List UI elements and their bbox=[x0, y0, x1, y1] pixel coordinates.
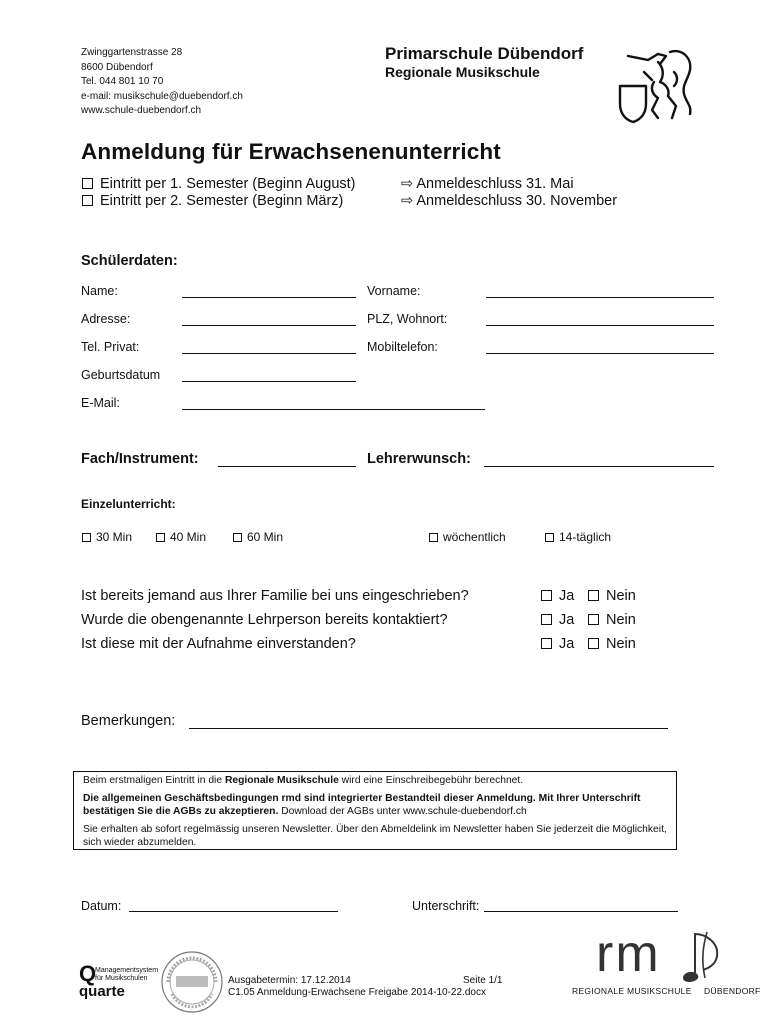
lehrer-field[interactable] bbox=[484, 466, 714, 467]
name-field[interactable] bbox=[182, 297, 356, 298]
lion-coat-of-arms-icon bbox=[614, 42, 698, 126]
address-web: www.schule-duebendorf.ch bbox=[81, 105, 202, 116]
vorname-field[interactable] bbox=[486, 297, 714, 298]
question-1-no[interactable] bbox=[588, 588, 636, 604]
entry-option-1[interactable] bbox=[82, 176, 356, 192]
option-60-checkbox[interactable] bbox=[233, 533, 242, 542]
question-3-no-label: Nein bbox=[606, 636, 636, 652]
question-2-no-checkbox[interactable] bbox=[588, 614, 599, 625]
mobil-field[interactable] bbox=[486, 353, 714, 354]
quarte-q-mark: Q bbox=[79, 961, 97, 986]
mobil-label: Mobiltelefon: bbox=[367, 340, 438, 354]
question-2-yes-label: Ja bbox=[559, 612, 575, 628]
option-biweekly[interactable] bbox=[545, 530, 611, 544]
entry-deadline-1 bbox=[401, 176, 574, 192]
address-phone: Tel. 044 801 10 70 bbox=[81, 76, 164, 87]
signature-field[interactable] bbox=[484, 911, 678, 912]
question-2-no-label: Nein bbox=[606, 612, 636, 628]
question-1-yes[interactable] bbox=[541, 588, 574, 604]
quarte-wordmark: quarte bbox=[79, 983, 125, 1000]
school-subname: Regionale Musikschule bbox=[385, 64, 540, 80]
entry-deadline-2-label: Anmeldeschluss 30. November bbox=[416, 193, 618, 209]
rmd-caption-left: REGIONALE MUSIKSCHULE bbox=[572, 986, 692, 996]
email-label: E-Mail: bbox=[81, 396, 120, 410]
entry-option-1-checkbox[interactable] bbox=[82, 178, 93, 189]
option-biweekly-checkbox[interactable] bbox=[545, 533, 554, 542]
page-title: Anmeldung für Erwachsenenunterricht bbox=[81, 139, 501, 164]
option-biweekly-label: 14-täglich bbox=[559, 530, 612, 544]
question-3-no-checkbox[interactable] bbox=[588, 638, 599, 649]
question-3-no[interactable] bbox=[588, 636, 636, 652]
instrument-field[interactable] bbox=[218, 466, 356, 467]
option-weekly[interactable] bbox=[429, 530, 506, 544]
plz-label: PLZ, Wohnort: bbox=[367, 312, 448, 326]
option-40-checkbox[interactable] bbox=[156, 533, 165, 542]
arrow-right-icon: ⇨ bbox=[401, 176, 417, 192]
question-3: Ist diese mit der Aufnahme einverstanden? bbox=[81, 636, 356, 652]
footer-issue-date: Ausgabetermin: 17.12.2014 bbox=[228, 975, 351, 986]
rmd-caption-right: DÜBENDORF bbox=[704, 986, 761, 996]
name-label: Name: bbox=[81, 284, 118, 298]
option-60-label: 60 Min bbox=[247, 530, 284, 544]
question-2-no[interactable] bbox=[588, 612, 636, 628]
address-city: 8600 Dübendorf bbox=[81, 61, 153, 73]
entry-deadline-2 bbox=[401, 193, 617, 209]
arrow-right-icon: ⇨ bbox=[401, 193, 417, 209]
question-1-yes-label: Ja bbox=[559, 588, 575, 604]
address-street: Zwinggartenstrasse 28 bbox=[81, 47, 183, 58]
question-3-yes[interactable] bbox=[541, 636, 574, 652]
footer-page: Seite 1/1 bbox=[463, 975, 503, 986]
plz-field[interactable] bbox=[486, 325, 714, 326]
lehrer-label: Lehrerwunsch: bbox=[367, 451, 471, 467]
entry-option-2-label: Eintritt per 2. Semester (Beginn März) bbox=[100, 193, 344, 209]
question-2-yes-checkbox[interactable] bbox=[541, 614, 552, 625]
tel-field[interactable] bbox=[182, 353, 356, 354]
entry-option-2-checkbox[interactable] bbox=[82, 195, 93, 206]
entry-option-2[interactable] bbox=[82, 193, 343, 209]
adresse-label: Adresse: bbox=[81, 312, 131, 326]
address-email: e-mail: musikschule@duebendorf.ch bbox=[81, 90, 243, 102]
vorname-label: Vorname: bbox=[367, 284, 421, 298]
question-1: Ist bereits jemand aus Ihrer Familie bei uns eingeschrieben? bbox=[81, 588, 469, 604]
student-data-heading: Schülerdaten: bbox=[81, 253, 178, 269]
einzel-heading: Einzelunterricht: bbox=[81, 497, 176, 511]
school-address bbox=[81, 46, 243, 119]
rmd-logo bbox=[572, 925, 761, 1008]
entry-deadline-1-label: Anmeldeschluss 31. Mai bbox=[416, 176, 574, 192]
question-3-yes-checkbox[interactable] bbox=[541, 638, 552, 649]
option-40-label: 40 Min bbox=[170, 530, 207, 544]
instrument-label: Fach/Instrument: bbox=[81, 451, 199, 467]
entry-option-1-label: Eintritt per 1. Semester (Beginn August) bbox=[100, 176, 356, 192]
option-60-min[interactable] bbox=[233, 530, 283, 544]
question-3-yes-label: Ja bbox=[559, 636, 575, 652]
remarks-label: Bemerkungen: bbox=[81, 713, 176, 729]
question-1-no-label: Nein bbox=[606, 588, 636, 604]
certification-seal-icon bbox=[160, 950, 224, 1014]
notice-fee: Beim erstmaligen Eintritt in die Regionale Musikschule wird eine Einschreibegebühr berechnet. bbox=[83, 775, 524, 786]
question-1-no-checkbox[interactable] bbox=[588, 590, 599, 601]
quarte-line1: Managementsystem bbox=[95, 967, 159, 974]
signature-label: Unterschrift: bbox=[412, 899, 480, 913]
footer-filename: C1.05 Anmeldung-Erwachsene Freigabe 2014-10-22.docx bbox=[228, 987, 486, 998]
rmd-wordmark: rm bbox=[596, 925, 661, 983]
notice-agb: Die allgemeinen Geschäftsbedingungen rmd sind integrierter Bestandteil dieser Anmeldung. Mit Ihrer Unterschrift bestätigen Sie die AGBs zu akzeptieren. Download der AGBs unter www.schule-duebendorf.ch bbox=[83, 792, 641, 817]
music-note-icon bbox=[677, 928, 725, 984]
option-weekly-label: wöchentlich bbox=[443, 530, 506, 544]
email-field[interactable] bbox=[182, 409, 485, 410]
notice-box bbox=[73, 771, 677, 850]
school-name: Primarschule Dübendorf bbox=[385, 44, 584, 63]
question-2: Wurde die obengenannte Lehrperson bereits kontaktiert? bbox=[81, 612, 448, 628]
question-1-yes-checkbox[interactable] bbox=[541, 590, 552, 601]
quarte-line2: für Musikschulen bbox=[95, 975, 148, 982]
date-field[interactable] bbox=[129, 911, 338, 912]
notice-newsletter: Sie erhalten ab sofort regelmässig unseren Newsletter. Über den Abmeldelink im Newsletter haben Sie jederzeit die Möglichkeit, sich wieder abzumelden. bbox=[83, 823, 667, 848]
option-30-checkbox[interactable] bbox=[82, 533, 91, 542]
option-30-min[interactable] bbox=[82, 530, 132, 544]
option-30-label: 30 Min bbox=[96, 530, 133, 544]
question-2-yes[interactable] bbox=[541, 612, 574, 628]
remarks-field[interactable] bbox=[189, 728, 668, 729]
adresse-field[interactable] bbox=[182, 325, 356, 326]
tel-label: Tel. Privat: bbox=[81, 340, 140, 354]
geburtsdatum-label: Geburtsdatum bbox=[81, 368, 161, 382]
geburtsdatum-field[interactable] bbox=[182, 381, 356, 382]
date-label: Datum: bbox=[81, 899, 122, 913]
option-40-min[interactable] bbox=[156, 530, 206, 544]
option-weekly-checkbox[interactable] bbox=[429, 533, 438, 542]
